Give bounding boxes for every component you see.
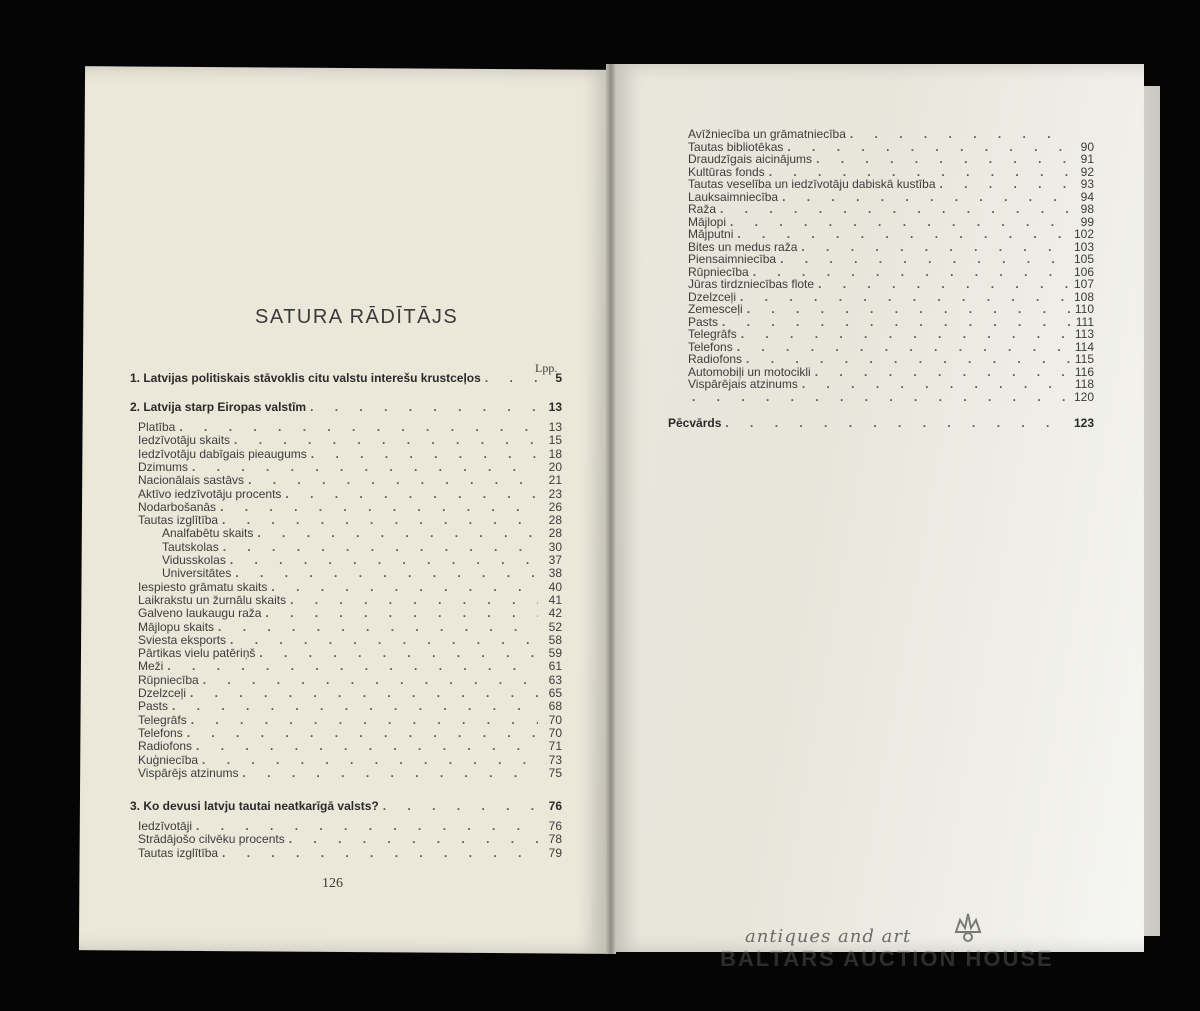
dot-leader	[190, 687, 538, 700]
section-label: 2. Latvija starp Eiropas valstīm	[130, 400, 307, 414]
toc-entry	[138, 714, 562, 727]
dot-leader	[940, 178, 1071, 191]
dot-leader	[737, 341, 1070, 354]
toc-entry	[138, 820, 562, 833]
toc-entry	[162, 567, 562, 580]
dot-leader	[787, 141, 1070, 154]
dot-leader	[815, 366, 1070, 379]
toc-entry	[138, 634, 562, 647]
entry-label: Radiofons	[688, 352, 743, 366]
entry-page: 99	[1080, 214, 1094, 229]
toc-entry	[138, 833, 562, 846]
toc-entry	[688, 203, 1094, 216]
entry-label: Tautas bibliotēkas	[688, 139, 784, 154]
entry-label: Galveno laukaugu raža	[138, 606, 262, 621]
section-label: 1. Latvijas politiskais stāvoklis citu valstu interešu krustceļos	[130, 371, 481, 385]
toc-entry	[138, 700, 562, 713]
watermark-brand: BALTARS AUCTION HOUSE	[720, 946, 1054, 971]
entry-label: Vidusskolas	[162, 553, 226, 567]
toc-entry	[688, 391, 1094, 404]
dot-leader	[801, 241, 1070, 254]
entry-label: Analfabētu skaits	[162, 526, 254, 541]
entry-page: 91	[1080, 152, 1094, 166]
dot-leader	[192, 461, 538, 474]
section-row	[130, 401, 562, 414]
entry-label: Zemesceļi	[688, 302, 743, 316]
dot-leader	[230, 634, 538, 647]
entry-label: Automobiļi un motocikli	[688, 364, 811, 379]
entry-page: 73	[548, 752, 562, 767]
entry-page: 108	[1073, 289, 1094, 304]
dot-leader	[257, 527, 538, 540]
dot-leader	[235, 567, 538, 580]
entry-label: Laikrakstu un žurnālu skaits	[138, 592, 287, 607]
toc-entry	[138, 474, 562, 487]
dot-leader	[271, 581, 538, 594]
entry-label: Pārtikas vielu patēriņš	[138, 646, 256, 661]
afterword-label: Pēcvārds	[668, 416, 722, 430]
entry-page: 94	[1080, 189, 1094, 204]
entry-label: Rūpniecība	[138, 672, 199, 687]
dot-leader	[187, 727, 538, 740]
toc-entry	[688, 303, 1094, 316]
entry-page: 79	[548, 845, 562, 860]
entry-label: Nodarbošanās	[138, 499, 217, 514]
entry-label: Tautskolas	[162, 539, 219, 554]
book-spine	[606, 64, 616, 954]
toc-entry	[138, 488, 562, 501]
entry-label: Vispārējais atzinums	[688, 377, 798, 391]
entry-label: Tautas veselība un iedzīvotāju dabiskā kustība	[688, 177, 936, 191]
dot-leader	[782, 191, 1070, 204]
entry-page: 28	[548, 513, 562, 528]
entry-label: Lauksaimniecība	[688, 189, 779, 204]
entry-page: 68	[548, 699, 562, 714]
section-row	[130, 800, 562, 813]
entry-label: Telegrāfs	[138, 712, 187, 727]
entry-page: 38	[548, 566, 562, 581]
entry-page: 30	[548, 539, 562, 554]
entry-page: 110	[1074, 302, 1094, 316]
dot-leader	[311, 448, 538, 461]
section-label: 3. Ko devusi latvju tautai neatkarīgā valsts?	[130, 799, 379, 813]
dot-leader	[172, 700, 538, 713]
toc-entry	[162, 541, 562, 554]
dot-leader	[285, 488, 538, 501]
entry-label: Piensaimniecība	[688, 252, 777, 266]
entry-page: 63	[548, 672, 562, 687]
entry-page: 18	[548, 446, 562, 461]
entry-page: 118	[1074, 377, 1094, 391]
dot-leader	[202, 754, 538, 767]
toc-entry	[138, 607, 562, 620]
dot-leader	[818, 278, 1070, 291]
entry-label: Radiofons	[138, 739, 193, 754]
entry-page: 52	[548, 619, 562, 634]
entry-page: 21	[548, 473, 562, 488]
dot-leader	[816, 153, 1070, 166]
entry-page: 20	[548, 459, 562, 474]
entry-label: Telegrāfs	[688, 327, 737, 341]
dot-leader	[741, 328, 1070, 341]
toc-entry	[138, 421, 562, 434]
entry-label: Avīžniecība un grāmatniecība	[688, 127, 846, 141]
toc-entry	[688, 378, 1094, 391]
entry-label: Universitātes	[162, 566, 232, 581]
toc-entry	[688, 278, 1094, 291]
dot-leader	[720, 203, 1070, 216]
entry-page: 76	[548, 819, 562, 833]
dot-leader	[222, 514, 538, 527]
dot-leader	[218, 621, 538, 634]
entry-label: Iedzīvotāju skaits	[138, 433, 231, 448]
entry-page: 78	[548, 832, 562, 847]
section-page: 5	[555, 371, 562, 385]
entry-page: 103	[1073, 239, 1094, 254]
entry-page: 65	[548, 686, 562, 700]
dot-leader	[196, 740, 538, 753]
entry-label: Tautas izglītība	[138, 845, 219, 860]
entry-label: Pasts	[688, 314, 719, 329]
dot-leader	[265, 607, 538, 620]
entry-page: 26	[548, 499, 562, 514]
entry-label: Strādājošo cilvēku procents	[138, 832, 285, 847]
dot-leader	[290, 594, 538, 607]
entry-label: Bites un medus raža	[688, 239, 798, 254]
dot-leader	[802, 378, 1070, 391]
toc-title: SATURA RĀDĪTĀJS	[255, 306, 459, 328]
entry-page: 107	[1073, 277, 1094, 291]
entry-page: 115	[1074, 352, 1094, 366]
entry-label: Telefons	[688, 339, 733, 354]
entry-page: 111	[1075, 314, 1094, 329]
entry-page: 23	[548, 486, 562, 501]
entry-page: 75	[548, 765, 562, 780]
dot-leader	[243, 767, 539, 780]
entry-page: 113	[1074, 327, 1094, 341]
dot-leader	[780, 253, 1070, 266]
toc-entry	[138, 847, 562, 860]
dot-leader	[223, 541, 538, 554]
entry-label: Tautas izglītība	[138, 513, 219, 528]
entry-page: 116	[1074, 364, 1094, 379]
entry-page: 37	[548, 553, 562, 567]
toc-entry	[688, 328, 1094, 341]
afterword-row	[668, 417, 1094, 430]
dot-leader	[222, 847, 538, 860]
entry-page: 41	[548, 592, 562, 607]
toc-entry	[138, 514, 562, 527]
entry-page: 42	[548, 606, 562, 621]
toc-entry	[162, 554, 562, 567]
entry-label: Iedzīvotāji	[138, 819, 193, 833]
entry-label: Dzimums	[138, 459, 188, 474]
dot-leader	[234, 434, 538, 447]
toc-entry	[138, 660, 562, 673]
section-page: 13	[548, 400, 562, 414]
entry-page: 105	[1073, 252, 1094, 266]
entry-label: Sviesta eksports	[138, 632, 227, 647]
toc-entry	[688, 341, 1094, 354]
dot-leader	[740, 291, 1070, 304]
dot-leader	[850, 128, 1070, 141]
entry-label: Pasts	[138, 699, 169, 714]
entry-page: 98	[1080, 202, 1094, 216]
entry-page: 15	[548, 433, 562, 448]
entry-label: Kultūras fonds	[688, 164, 765, 179]
toc-entry	[138, 727, 562, 740]
entry-label: Telefons	[138, 725, 183, 740]
entry-page: 114	[1074, 339, 1094, 354]
entry-page: 40	[548, 579, 562, 594]
entry-label: Aktīvo iedzīvotāju procents	[138, 486, 282, 501]
crown-icon	[954, 912, 982, 942]
toc-entry	[688, 316, 1094, 329]
toc-entry	[138, 434, 562, 447]
dot-leader	[203, 674, 538, 687]
entry-label: Nacionālais sastāvs	[138, 473, 245, 488]
entry-label: Raža	[688, 202, 717, 216]
toc-entry	[138, 754, 562, 767]
toc-entry	[688, 191, 1094, 204]
page-number: 126	[322, 876, 343, 891]
entry-page: 59	[548, 646, 562, 661]
entry-page: 120	[1073, 389, 1094, 404]
entry-label: Mājlopi	[688, 214, 727, 229]
toc-entry	[138, 461, 562, 474]
entry-label: Mājputni	[688, 227, 734, 241]
entry-label: Dzelzceļi	[688, 289, 737, 304]
toc-entry	[688, 216, 1094, 229]
toc-entry	[138, 647, 562, 660]
dot-leader	[722, 316, 1070, 329]
dot-leader	[220, 501, 538, 514]
toc-entry	[138, 581, 562, 594]
entry-page: 93	[1080, 177, 1094, 191]
entry-label: Platība	[138, 420, 176, 434]
entry-page: 70	[548, 725, 562, 740]
watermark-tagline: antiques and art	[745, 926, 912, 947]
section-page: 76	[548, 799, 562, 813]
toc-entry	[138, 740, 562, 753]
dot-leader	[167, 660, 538, 673]
afterword-page: 123	[1073, 416, 1094, 430]
dot-leader	[259, 647, 538, 660]
toc-entry	[162, 527, 562, 540]
entry-label: Iedzīvotāju dabīgais pieaugums	[138, 446, 307, 461]
toc-entry	[138, 621, 562, 634]
entry-page: 90	[1080, 139, 1094, 154]
dot-leader	[191, 714, 538, 727]
dot-leader	[730, 216, 1070, 229]
entry-label: Draudzīgais aicinājums	[688, 152, 813, 166]
toc-entry	[138, 448, 562, 461]
entry-page: 58	[548, 632, 562, 647]
entry-label: Rūpniecība	[688, 264, 749, 279]
dot-leader	[179, 421, 538, 434]
entry-page: 13	[548, 420, 562, 434]
dot-leader	[230, 554, 538, 567]
entry-label: Kuģniecība	[138, 752, 199, 767]
entry-label: Iespiesto grāmatu skaits	[138, 579, 268, 594]
entry-label: Jūras tirdzniecības flote	[688, 277, 815, 291]
toc-entry	[138, 767, 562, 780]
entry-page: 102	[1073, 227, 1094, 241]
toc-entry	[138, 501, 562, 514]
dot-leader	[289, 833, 538, 846]
entry-page: 28	[548, 526, 562, 541]
entry-page: 70	[548, 712, 562, 727]
entry-label: Mājlopu skaits	[138, 619, 215, 634]
toc-entry	[138, 594, 562, 607]
page-column-label: Lpp.	[535, 361, 558, 375]
dot-leader	[692, 391, 1070, 404]
dot-leader	[248, 474, 538, 487]
entry-page: 61	[548, 659, 562, 674]
toc-entry	[138, 687, 562, 700]
entry-page: 71	[548, 739, 562, 754]
entry-label: Meži	[138, 659, 164, 674]
entry-label: Dzelzceļi	[138, 686, 187, 700]
section-row	[130, 372, 562, 385]
entry-label: Vispārējs atzinums	[138, 765, 239, 780]
dot-leader	[747, 303, 1070, 316]
dot-leader	[196, 820, 538, 833]
toc-entry	[138, 674, 562, 687]
entry-page: 92	[1080, 164, 1094, 179]
entry-page: 106	[1073, 264, 1094, 279]
toc-entry	[688, 291, 1094, 304]
